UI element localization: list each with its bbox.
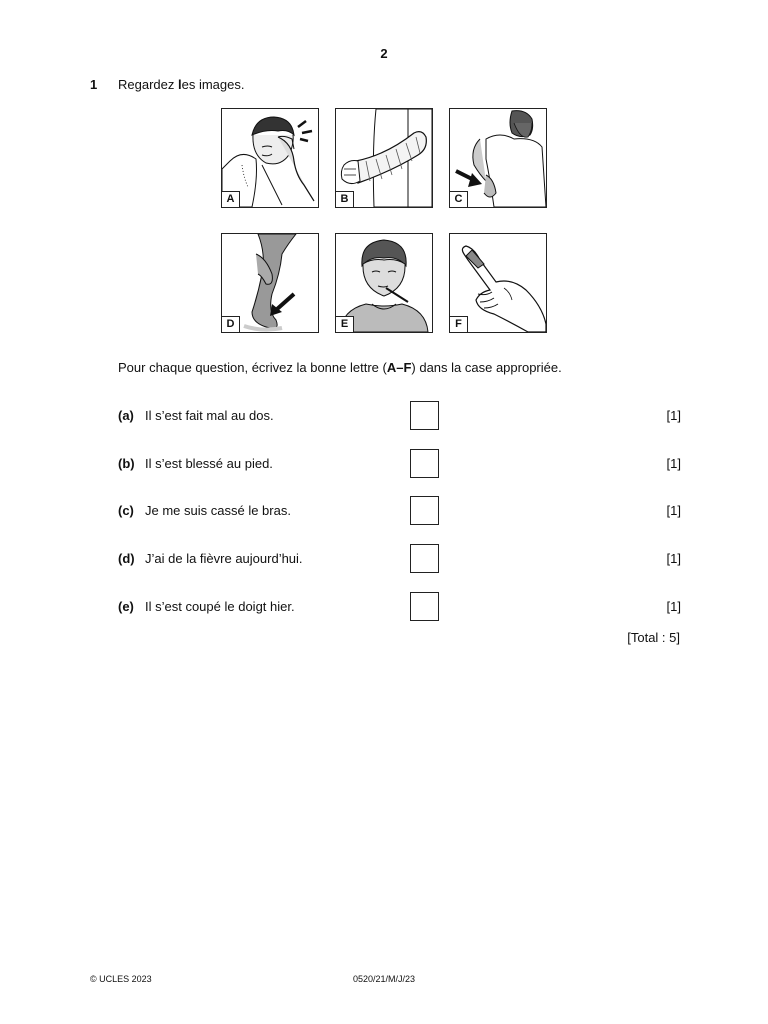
page-number: 2 — [380, 46, 388, 61]
image-letter: F — [450, 316, 468, 332]
image-letter: A — [222, 191, 240, 207]
marks-label: [1] — [666, 503, 681, 518]
sub-question-label: (e) — [118, 599, 134, 614]
sub-question-label: (c) — [118, 503, 134, 518]
answer-box-e[interactable] — [410, 592, 439, 621]
question-number: 1 — [90, 77, 98, 92]
question-prompt: Regardez les images. — [118, 77, 245, 92]
sub-question-c — [118, 496, 681, 526]
image-card-e — [335, 233, 433, 333]
sub-question-text: Il s’est blessé au pied. — [145, 456, 273, 471]
marks-label: [1] — [666, 456, 681, 471]
image-letter: E — [336, 316, 354, 332]
sub-question-d — [118, 544, 681, 574]
sub-question-label: (a) — [118, 408, 134, 423]
total-marks: [Total : 5] — [627, 630, 680, 645]
sub-question-text: J’ai de la fièvre aujourd’hui. — [145, 551, 303, 566]
answer-box-d[interactable] — [410, 544, 439, 573]
sub-question-text: Il s’est coupé le doigt hier. — [145, 599, 295, 614]
marks-label: [1] — [666, 551, 681, 566]
image-card-a — [221, 108, 319, 208]
sub-question-label: (d) — [118, 551, 135, 566]
sub-question-text: Je me suis cassé le bras. — [145, 503, 291, 518]
sub-question-e — [118, 592, 681, 622]
image-card-d — [221, 233, 319, 333]
footer-paper-code: 0520/21/M/J/23 — [352, 974, 416, 984]
marks-label: [1] — [666, 408, 681, 423]
image-card-c — [449, 108, 547, 208]
answer-box-c[interactable] — [410, 496, 439, 525]
marks-label: [1] — [666, 599, 681, 614]
answer-box-a[interactable] — [410, 401, 439, 430]
footer-copyright: © UCLES 2023 — [90, 974, 152, 984]
sub-question-text: Il s’est fait mal au dos. — [145, 408, 274, 423]
image-card-b — [335, 108, 433, 208]
image-card-f — [449, 233, 547, 333]
instruction-text: Pour chaque question, écrivez la bonne lettre (A–F) dans la case appropriée. — [118, 360, 562, 375]
image-letter: D — [222, 316, 240, 332]
answer-box-b[interactable] — [410, 449, 439, 478]
sub-question-a — [118, 401, 681, 431]
sub-question-label: (b) — [118, 456, 135, 471]
sub-question-b — [118, 449, 681, 479]
image-letter: C — [450, 191, 468, 207]
image-letter: B — [336, 191, 354, 207]
